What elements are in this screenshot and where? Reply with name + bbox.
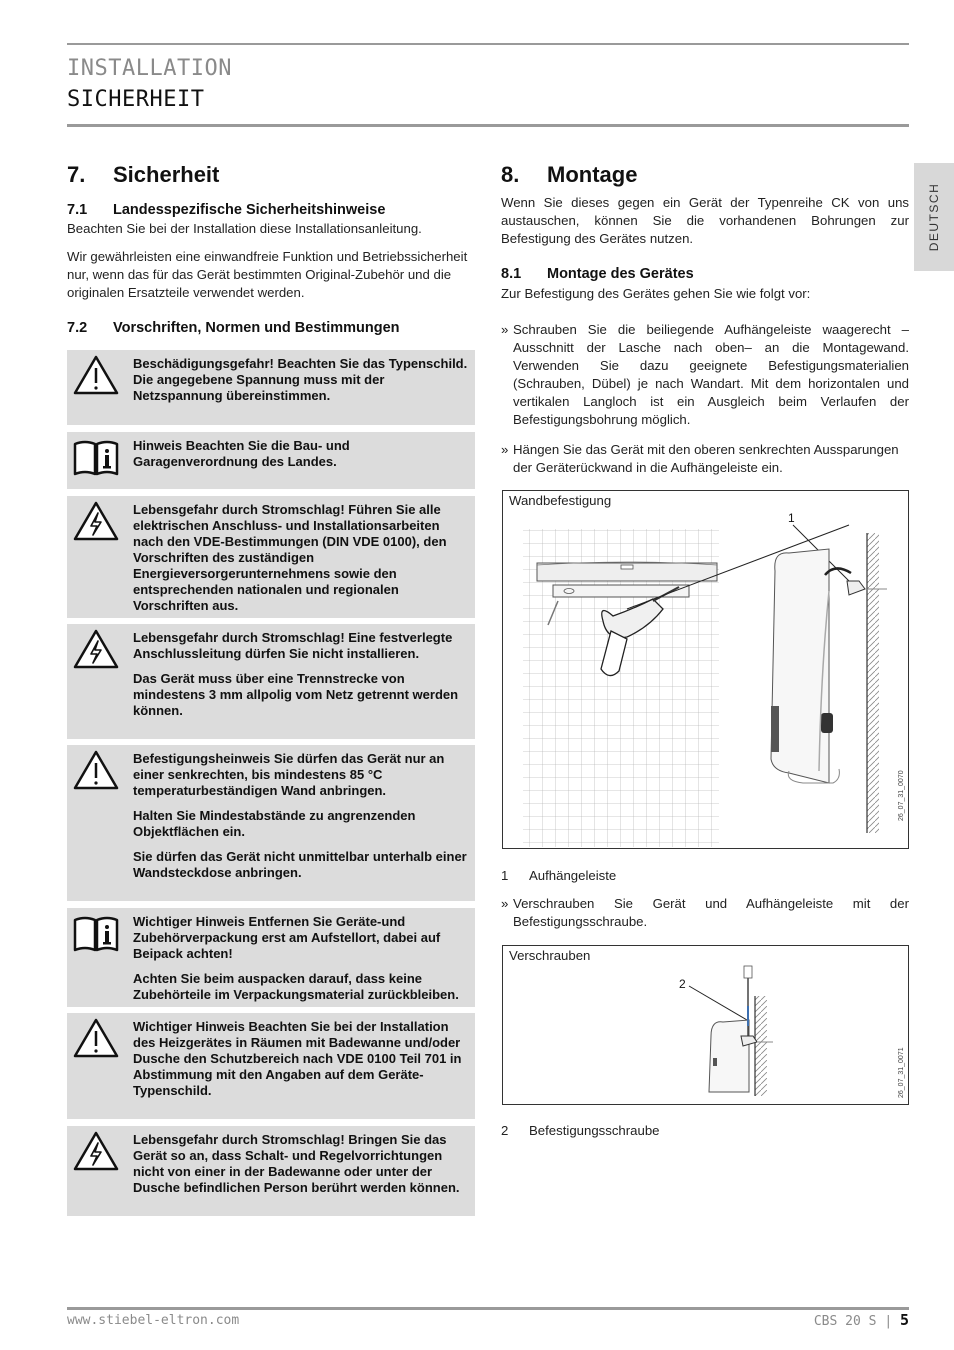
warning-text: Wichtiger Hinweis Entfernen Sie Geräte-und Zubehörverpackung erst am Aufstellort, dabei auf Beipack achten! (133, 914, 441, 961)
warning-text: Achten Sie beim auspacken darauf, dass keine Zubehörteile im Verpackungsmaterial zurückbleiben. (133, 971, 459, 1002)
language-tab-label: DEUTSCH (927, 182, 941, 252)
electric-shock-icon (73, 1130, 119, 1172)
figure-caption: 2 Befestigungsschraube (501, 1123, 660, 1138)
info-book-icon (73, 436, 119, 478)
warning-text: Lebensgefahr durch Stromschlag! Führen Sie alle elektrischen Anschluss- und Installationsarbeiten nach den VDE-Bestimmungen (DIN VDE 0100), den Vorschriften des zuständigen Energieversorgerunternehmens sowie den entsprechenden nationalen und regionalen Vorschriften aus. (133, 502, 447, 613)
screwing-illustration (503, 946, 908, 1104)
footer-page-info (814, 1311, 909, 1329)
warning-box (67, 745, 475, 901)
warning-text: Hinweis Beachten Sie die Bau- und Garagenverordnung des Landes. (133, 438, 350, 469)
footer-rule (67, 1307, 909, 1310)
page-number: 5 (899, 1311, 909, 1329)
instruction-step: » Schrauben Sie die beiliegende Aufhängeleiste waagerecht –Ausschnitt der Lasche nach oben– an die Montagewand. Verwenden Sie dazu geeignete Befestigungsmaterialien (Schrauben, Dübel) je nach Wandart. Mit dem horizontalen und vertikalen Langloch ist ein Ausgleich beim Verlaufen der Befestigungsbohrung möglich. (501, 322, 909, 427)
warning-text: Halten Sie Mindestabstände zu angrenzenden Objektflächen ein. (133, 808, 416, 839)
electric-shock-icon (73, 628, 119, 670)
warning-text: Sie dürfen das Gerät nicht unmittelbar unterhalb einer Wandsteckdose anbringen. (133, 849, 467, 880)
warning-box (67, 496, 475, 618)
warning-text: Das Gerät muss über eine Trennstrecke von mindestens 3 mm allpolig vom Netz getrennt werden können. (133, 671, 459, 718)
electric-shock-icon (73, 500, 119, 542)
warning-icon (73, 1017, 119, 1059)
footer-separator: | (884, 1314, 893, 1329)
warning-icon (73, 354, 119, 396)
language-tab (914, 163, 954, 271)
warning-box (67, 350, 475, 425)
figure-code: 26_07_31_0070 (898, 770, 905, 821)
figure-callout-1: 1 (788, 511, 795, 525)
info-book-icon (73, 912, 119, 954)
header-category: INSTALLATION (67, 56, 232, 81)
figure-caption: 1 Aufhängeleiste (501, 868, 617, 883)
warning-box (67, 908, 475, 1007)
section-8-1-paragraph: Zur Befestigung des Gerätes gehen Sie wie folgt vor: (501, 286, 811, 301)
section-7-1-paragraph-2: Wir gewährleisten eine einwandfreie Funktion und Betriebssicherheit nur, wenn das für das Gerät bestimmten Original-Zubehör und die originalen Ersatzteile verwendet werden. (67, 249, 468, 300)
figure-screwing (502, 945, 909, 1105)
warning-text: Befestigungsheinweis Sie dürfen das Gerät nur an einer senkrechten, bis mindestens 85 °C temperaturbeständigen Wand anbringen. (133, 751, 445, 798)
figure-title: Verschrauben (509, 948, 591, 963)
warning-text: Beschädigungsgefahr! Beachten Sie das Typenschild. Die angegebene Spannung muss mit der Netzspannung übereinstimmen. (133, 356, 468, 403)
footer-model: CBS 20 S (813, 1314, 877, 1329)
wall-mounting-illustration (503, 491, 908, 848)
section-7-heading: 7. Sicherheit (67, 162, 220, 187)
warning-text: Wichtiger Hinweis Beachten Sie bei der Installation des Heizgerätes in Räumen mit Badewanne und/oder Dusche den Schutzbereich nach VDE 0100 Teil 701 in Abstimmung mit den Angaben auf dem Geräte-Typenschild. (133, 1019, 462, 1098)
warning-box (67, 624, 475, 739)
footer-url: www.stiebel-eltron.com (67, 1313, 240, 1328)
warning-text: Lebensgefahr durch Stromschlag! Bringen Sie das Gerät so an, dass Schalt- und Regelvorrichtungen nicht von einer in der Badewanne oder unter der Dusche befindlichen Person berührt werden können. (133, 1132, 460, 1195)
warning-box (67, 1126, 475, 1216)
section-7-1-paragraph-1: Beachten Sie bei der Installation diese Installationsanleitung. (67, 221, 422, 236)
warning-text: Lebensgefahr durch Stromschlag! Eine festverlegte Anschlussleitung dürfen Sie nicht installieren. (133, 630, 453, 661)
warning-icon (73, 749, 119, 791)
header-rule-top (67, 43, 909, 45)
figure-wall-mounting (502, 490, 909, 849)
warning-box (67, 432, 475, 489)
section-7-1-heading: 7.1 Landesspezifische Sicherheitshinweise (67, 202, 386, 218)
section-8-heading: 8. Montage (501, 162, 638, 187)
instruction-step: » Verschrauben Sie Gerät und Aufhängeleiste mit der Befestigungsschraube. (501, 896, 909, 929)
figure-callout-2: 2 (679, 977, 686, 991)
header-title: SICHERHEIT (67, 87, 205, 112)
section-8-intro: Wenn Sie dieses gegen ein Gerät der Typenreihe CK von uns austauschen, können Sie die vorhandenen Bohrungen zur Befestigung des Gerätes nutzen. (501, 195, 909, 246)
figure-title: Wandbefestigung (509, 493, 612, 508)
instruction-step: » Hängen Sie das Gerät mit den oberen senkrechten Aussparungen der Geräterückwand in die Aufhängeleiste ein. (501, 442, 899, 475)
warning-box (67, 1013, 475, 1119)
section-7-2-heading: 7.2 Vorschriften, Normen und Bestimmungen (67, 320, 400, 336)
section-8-1-heading: 8.1 Montage des Gerätes (501, 266, 694, 282)
figure-code: 26_07_31_0071 (898, 1047, 905, 1098)
header-rule-bottom (67, 124, 909, 127)
